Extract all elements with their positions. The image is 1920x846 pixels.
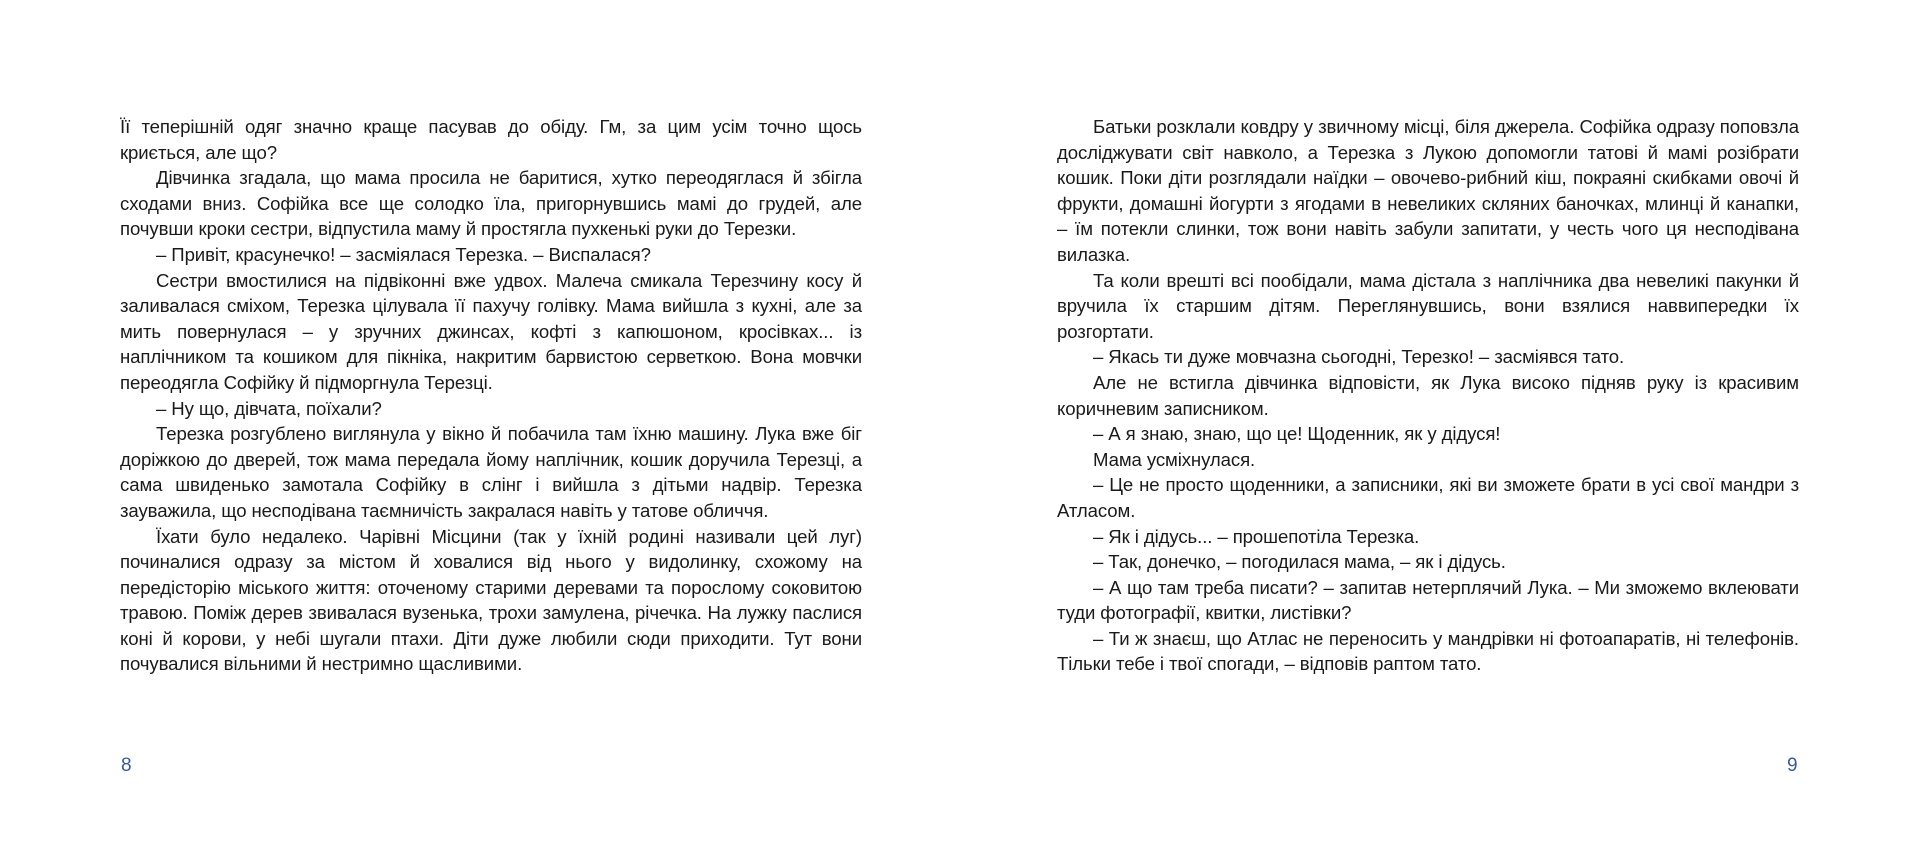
paragraph: Та коли врешті всі пообідали, мама дістала з наплічника два невеликі пакунки й вручила їх старшим дітям. Переглянувшись, вони взялися наввипередки їх розгортати. [1057, 269, 1799, 342]
paragraph: Їхати було недалеко. Чарівні Місцини (так у їхній родині називали цей луг) починалися одразу за містом й ховалися від нього у видолинку, схожому на передісторію міського життя: оточеному старими деревами та порослому соковитою травою. Поміж дерев звивалася вузенька, трохи замулена, річечка. На лужку паслися коні й корови, у небі шугали птахи. Діти дуже любили сюди приходити. Тут вони почувалися вільними й нестримно щасливими. [120, 525, 862, 675]
page-number-left: 8 [121, 755, 132, 776]
paragraph: Але не встигла дівчинка відповісти, як Лука високо підняв руку із красивим коричневим записником. [1057, 371, 1799, 419]
paragraph: – Так, донечко, – погодилася мама, – як і дідусь. [1093, 551, 1506, 573]
paragraph: – Ти ж знаєш, що Атлас не переносить у мандрівки ні фотоапаратів, ні телефонів. Тільки тебе і твої спогади, – відповів раптом тато. [1057, 627, 1799, 675]
paragraph: Терезка розгублено виглянула у вікно й побачила там їхню машину. Лука вже біг доріжкою до дверей, тож мама передала йому наплічник, кошик доручила Терезці, а сама швиденько замотала Софійку в слінг і вийшла з дітьми надвір. Терезка зауважила, що несподівана таємничість закралася навіть у татове обличчя. [120, 423, 862, 521]
paragraph: – А я знаю, знаю, що це! Щоденник, як у дідуся! [1093, 423, 1501, 445]
left-page-text [120, 114, 862, 677]
paragraph: – А що там треба писати? – запитав нетерплячий Лука. – Ми зможемо вклеювати туди фотографії, квитки, листівки? [1057, 576, 1799, 624]
paragraph: Мама усміхнулася. [1093, 448, 1256, 470]
paragraph: – Ну що, дівчата, поїхали? [156, 397, 382, 419]
paragraph: – Як і дідусь... – прошепотіла Терезка. [1093, 525, 1420, 547]
paragraph: Батьки розклали ковдру у звичному місці, біля джерела. Софійка одразу поповзла досліджувати світ навколо, а Терезка з Лукою допомогли татові й мамі розібрати кошик. Поки діти розглядали наїдки – овочево-рибний кіш, покраяні скибками овочі й фрукти, домашні йогурти з ягодами в невеликих скляних баночках, млинці й канапки, – їм потекли слинки, тож вони навіть забули запитати, у честь чого ця несподівана вилазка. [1057, 116, 1799, 265]
paragraph: – Якась ти дуже мовчазна сьогодні, Терезко! – засміявся тато. [1093, 346, 1625, 368]
left-page [120, 114, 862, 677]
paragraph: – Привіт, красунечко! – засміялася Терезка. – Виспалася? [156, 243, 651, 265]
page-number-right: 9 [1787, 755, 1798, 776]
paragraph: Її теперішній одяг значно краще пасував до обіду. Гм, за цим усім точно щось криється, але що? [120, 116, 862, 163]
right-page [1057, 114, 1799, 677]
right-page-text [1057, 114, 1799, 677]
paragraph: – Це не просто щоденники, а записники, які ви зможете брати в усі свої мандри з Атласом. [1057, 474, 1799, 521]
paragraph: Сестри вмостилися на підвіконні вже удвох. Малеча смикала Терезчину косу й заливалася сміхом, Терезка цілувала її пахучу голівку. Мама вийшла з кухні, але за мить повернулася – у зручних джинсах, кофті з капюшоном, кросівках... із наплічником та кошиком для пікніка, накритим барвистою серветкою. Вона мовчки переодягла Софійку й підморгнула Терезці. [120, 269, 862, 393]
paragraph: Дівчинка згадала, що мама просила не баритися, хутко переодяглася й збігла сходами вниз. Софійка все ще солодко їла, пригорнувшись мамі до грудей, але почувши кроки сестри, відпустила маму й простягла пухкенькі руки до Терезки. [120, 167, 862, 240]
